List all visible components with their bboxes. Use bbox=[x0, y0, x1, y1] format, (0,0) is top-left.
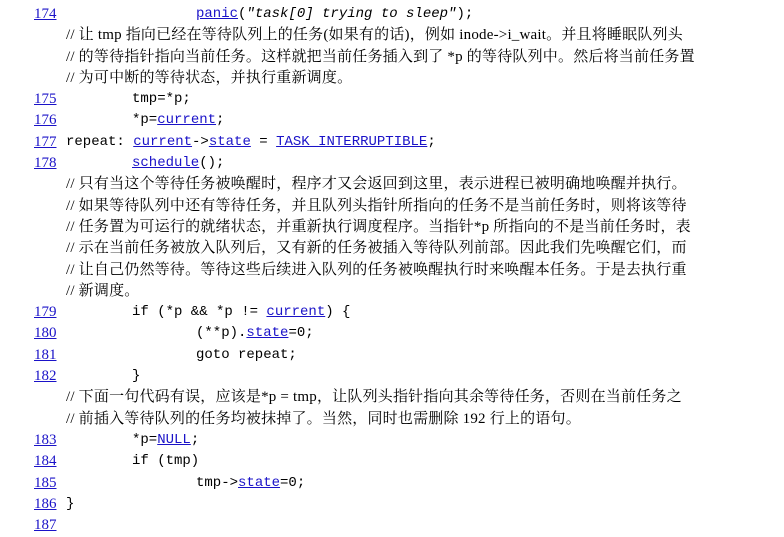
comment-line bbox=[34, 217, 774, 238]
code-token: ( bbox=[238, 6, 247, 22]
identifier-link[interactable]: current bbox=[133, 133, 193, 150]
line-number-link[interactable]: 187 bbox=[34, 517, 57, 534]
code-text bbox=[132, 110, 224, 131]
code-text bbox=[196, 4, 473, 25]
code-text bbox=[196, 323, 314, 344]
code-token: tmp-> bbox=[196, 474, 239, 491]
code-text bbox=[132, 89, 191, 110]
code-token: =0; bbox=[280, 474, 306, 491]
comment-text: // 的等待指针指向当前任务。这样就把当前任务插入到了 *p 的等待队列中。然后将当前任务置 bbox=[66, 48, 695, 65]
comment-text: // 只有当这个等待任务被唤醒时，程序才又会返回到这里，表示进程已被明确地唤醒并执行。 bbox=[66, 176, 687, 193]
code-line bbox=[34, 366, 774, 387]
code-token: repeat: bbox=[66, 133, 134, 150]
comment-text: // 让自己仍然等待。等待这些后续进入队列的任务被唤醒执行时来唤醒本任务。于是去执行重 bbox=[66, 261, 687, 278]
code-line bbox=[34, 345, 774, 366]
line-number-link[interactable]: 179 bbox=[34, 304, 57, 321]
code-token: if (tmp) bbox=[132, 453, 200, 470]
code-line bbox=[34, 494, 774, 515]
code-token: =0; bbox=[288, 325, 314, 342]
comment-line bbox=[34, 238, 774, 259]
line-number-link[interactable]: 183 bbox=[34, 431, 57, 448]
line-number-link[interactable]: 184 bbox=[34, 453, 57, 470]
code-line bbox=[34, 451, 774, 472]
line-number-link[interactable]: 185 bbox=[34, 474, 57, 491]
code-text bbox=[196, 473, 305, 494]
comment-line bbox=[34, 196, 774, 217]
line-number-link[interactable]: 177 bbox=[34, 133, 57, 150]
code-token: tmp=*p; bbox=[132, 91, 191, 108]
line-number-link[interactable]: 178 bbox=[34, 155, 57, 172]
code-text bbox=[66, 494, 74, 515]
identifier-link[interactable]: state bbox=[246, 325, 289, 342]
comment-line bbox=[34, 25, 774, 46]
comment-text: // 前插入等待队列的任务均被抹掉了。当然，同时也需删除 192 行上的语句。 bbox=[66, 410, 581, 427]
identifier-link[interactable]: NULL bbox=[157, 431, 191, 448]
code-token: ) { bbox=[325, 304, 351, 321]
line-number-link[interactable]: 182 bbox=[34, 368, 57, 385]
comment-text: // 为可中断的等待状态，并执行重新调度。 bbox=[66, 69, 353, 86]
code-line bbox=[34, 515, 774, 536]
code-text bbox=[132, 366, 140, 387]
code-token: ; bbox=[216, 112, 225, 129]
comment-line bbox=[34, 387, 774, 408]
code-text bbox=[196, 345, 297, 366]
code-listing bbox=[34, 4, 774, 536]
comment-text: // 让 tmp 指向已经在等待队列上的任务(如果有的话)，例如 inode->i_wait。并且将睡眠队列头 bbox=[66, 27, 683, 44]
comment-line bbox=[34, 174, 774, 195]
identifier-link[interactable]: state bbox=[238, 474, 281, 491]
code-token: *p= bbox=[132, 112, 158, 129]
code-line bbox=[34, 430, 774, 451]
code-line bbox=[34, 132, 774, 153]
code-token: goto repeat; bbox=[196, 346, 297, 363]
code-token: (); bbox=[199, 155, 225, 172]
identifier-link[interactable]: current bbox=[266, 304, 326, 321]
code-token: (**p). bbox=[196, 325, 247, 342]
code-line bbox=[34, 89, 774, 110]
code-token: *p= bbox=[132, 431, 158, 448]
code-line bbox=[34, 153, 774, 174]
line-number-link[interactable]: 175 bbox=[34, 91, 57, 108]
line-number-link[interactable]: 186 bbox=[34, 495, 57, 512]
code-text bbox=[66, 132, 436, 153]
comment-text: // 任务置为可运行的就绪状态，并重新执行调度程序。当指针*p 所指向的不是当前任务时，表 bbox=[66, 218, 691, 235]
code-token: ); bbox=[456, 6, 474, 22]
comment-line bbox=[34, 281, 774, 302]
line-number-link[interactable]: 180 bbox=[34, 325, 57, 342]
code-line bbox=[34, 110, 774, 131]
line-number-link[interactable]: 176 bbox=[34, 112, 57, 129]
comment-line bbox=[34, 260, 774, 281]
identifier-link[interactable]: current bbox=[157, 112, 217, 129]
identifier-link[interactable]: panic bbox=[196, 6, 239, 22]
code-token: } bbox=[132, 368, 141, 385]
code-line bbox=[34, 302, 774, 323]
identifier-link[interactable]: state bbox=[208, 133, 251, 150]
identifier-link[interactable]: schedule bbox=[132, 155, 200, 172]
code-text bbox=[132, 153, 224, 174]
code-line bbox=[34, 4, 774, 25]
line-number-link[interactable]: 181 bbox=[34, 346, 57, 363]
code-token: } bbox=[66, 495, 75, 512]
comment-text: // 示在当前任务被放入队列后，又有新的任务被插入等待队列前部。因此我们先唤醒它们，而 bbox=[66, 240, 687, 257]
comment-line bbox=[34, 409, 774, 430]
code-line bbox=[34, 473, 774, 494]
comment-line bbox=[34, 47, 774, 68]
code-token: ; bbox=[190, 431, 200, 448]
identifier-link[interactable]: TASK_INTERRUPTIBLE bbox=[276, 133, 428, 150]
code-text bbox=[132, 430, 199, 451]
code-text bbox=[132, 302, 350, 323]
code-line bbox=[34, 323, 774, 344]
code-token: if (*p && *p != bbox=[132, 304, 267, 321]
code-token: -> bbox=[192, 133, 209, 150]
string-literal: "task[0] trying to sleep" bbox=[246, 6, 457, 22]
code-text bbox=[132, 451, 199, 472]
code-token: = bbox=[250, 133, 277, 150]
comment-line bbox=[34, 68, 774, 89]
comment-text: // 下面一句代码有误，应该是*p = tmp，让队列头指针指向其余等待任务，否则在当前任务之 bbox=[66, 389, 682, 406]
comment-text: // 如果等待队列中还有等待任务，并且队列头指针所指向的任务不是当前任务时，则将该等待 bbox=[66, 197, 687, 214]
code-token: ; bbox=[427, 133, 436, 150]
comment-text: // 新调度。 bbox=[66, 282, 140, 299]
line-number-link[interactable]: 174 bbox=[34, 6, 57, 22]
